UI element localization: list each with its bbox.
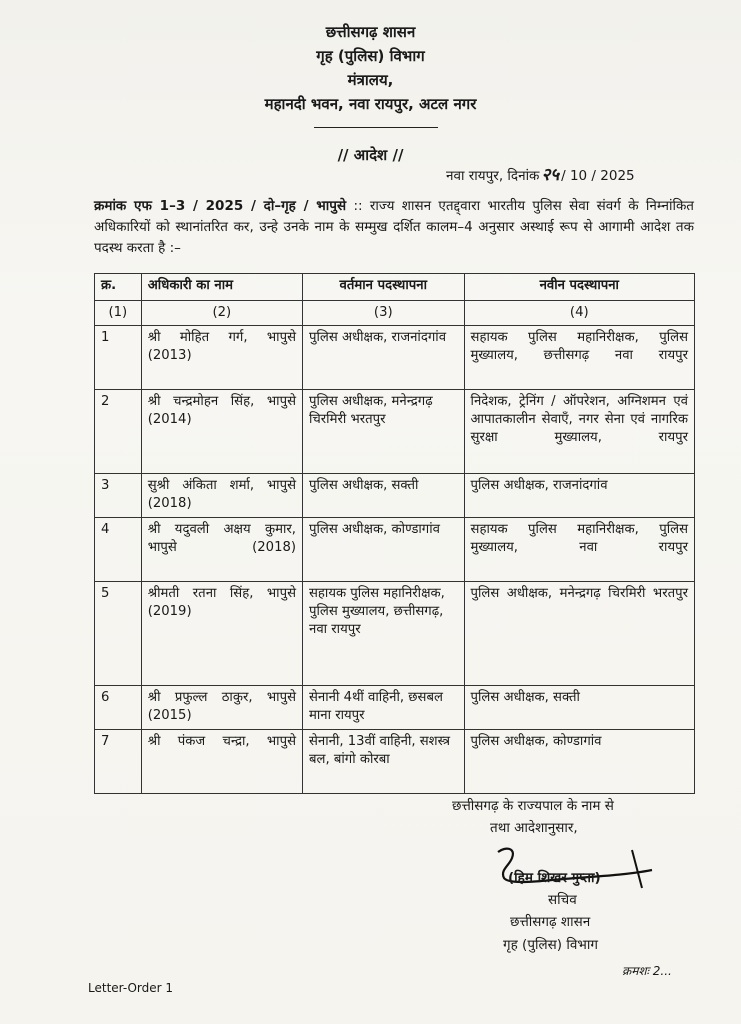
row-officer-name: श्रीमती रतना सिंह, भापुसे (2019) xyxy=(141,582,302,686)
header-new-posting: नवीन पदस्थापना xyxy=(464,274,694,301)
closing-line-2: तथा आदेशानुसार, xyxy=(490,820,578,836)
row-officer-name: सुश्री अंकिता शर्मा, भापुसे (2018) xyxy=(141,474,302,518)
table-row xyxy=(95,730,695,794)
row-sno: 5 xyxy=(95,582,142,686)
header-address: महानदी भवन, नवा रायपुर, अटल नगर xyxy=(264,95,477,113)
intro-paragraph xyxy=(94,196,694,259)
table-header-row xyxy=(95,274,695,301)
row-new-posting: पुलिस अधीक्षक, राजनांदगांव xyxy=(464,474,694,518)
row-sno: 3 xyxy=(95,474,142,518)
table-column-number-row xyxy=(95,301,695,326)
header-government: छत्तीसगढ़ शासन xyxy=(325,23,416,41)
row-sno: 6 xyxy=(95,686,142,730)
row-new-posting: पुलिस अधीक्षक, सक्ती xyxy=(464,686,694,730)
signatory-designation: सचिव xyxy=(548,892,577,908)
row-sno: 1 xyxy=(95,326,142,390)
row-officer-name: श्री मोहित गर्ग, भापुसे (2013) xyxy=(141,326,302,390)
row-new-posting: सहायक पुलिस महानिरीक्षक, पुलिस मुख्यालय, नवा रायपुर xyxy=(464,518,694,582)
footer-letter-order: Letter-Order 1 xyxy=(88,981,174,995)
header-current-posting: वर्तमान पदस्थापना xyxy=(303,274,465,301)
row-new-posting: सहायक पुलिस महानिरीक्षक, पुलिस मुख्यालय, छत्तीसगढ़ नवा रायपुर xyxy=(464,326,694,390)
col-number-4: (4) xyxy=(464,301,694,326)
header-ministry: मंत्रालय, xyxy=(347,71,394,89)
col-number-2: (2) xyxy=(141,301,302,326)
row-officer-name: श्री प्रफुल्ल ठाकुर, भापुसे (2015) xyxy=(141,686,302,730)
row-new-posting: पुलिस अधीक्षक, कोण्डागांव xyxy=(464,730,694,794)
table-row xyxy=(95,390,695,474)
col-number-1: (1) xyxy=(95,301,142,326)
table-row xyxy=(95,326,695,390)
row-sno: 2 xyxy=(95,390,142,474)
row-current-posting: सहायक पुलिस महानिरीक्षक, पुलिस मुख्यालय, छत्तीसगढ़, नवा रायपुर xyxy=(303,582,465,686)
dateline-day: २५ xyxy=(541,165,560,185)
order-reference: क्रमांक एफ 1–3 / 2025 / दो–गृह / भापुसे xyxy=(94,198,347,214)
signatory-government: छत्तीसगढ़ शासन xyxy=(510,914,591,930)
row-new-posting: निदेशक, ट्रेनिंग / ऑपरेशन, अग्निशमन एवं आपातकालीन सेवाएँ, नगर सेना एवं नागरिक सुरक्षा मुख्यालय, रायपुर xyxy=(464,390,694,474)
signatory-department: गृह (पुलिस) विभाग xyxy=(503,937,598,953)
header-department: गृह (पुलिस) विभाग xyxy=(316,47,425,65)
row-officer-name: श्री पंकज चन्द्रा, भापुसे xyxy=(141,730,302,794)
row-officer-name: श्री यदुवली अक्षय कुमार, भापुसे (2018) xyxy=(141,518,302,582)
transfer-table xyxy=(94,273,695,794)
row-officer-name: श्री चन्द्रमोहन सिंह, भापुसे (2014) xyxy=(141,390,302,474)
dateline xyxy=(446,165,635,186)
row-current-posting: पुलिस अधीक्षक, मनेन्द्रगढ़ चिरमिरी भरतपुर xyxy=(303,390,465,474)
row-current-posting: पुलिस अधीक्षक, सक्ती xyxy=(303,474,465,518)
header-divider xyxy=(314,127,438,128)
header-sno: क्र. xyxy=(95,274,142,301)
dateline-month-year: / 10 / 2025 xyxy=(561,168,635,184)
intro-text: :: राज्य शासन एतद्द्वारा भारतीय पुलिस सेवा संवर्ग के निम्नांकित अधिकारियों को स्थानांतरित कर, उन्हे उनके नाम के सम्मुख दर्शित कालम–4 अनुसार अस्थाई रूप से आगामी आदेश तक पदस्थ करता है :– xyxy=(94,198,695,256)
header-name: अधिकारी का नाम xyxy=(141,274,302,301)
order-title: // आदेश // xyxy=(337,146,404,164)
row-sno: 7 xyxy=(95,730,142,794)
dateline-place: नवा रायपुर, दिनांक xyxy=(446,168,540,184)
row-new-posting: पुलिस अधीक्षक, मनेन्द्रगढ़ चिरमिरी भरतपुर xyxy=(464,582,694,686)
signatory-name: (हिम शिखर गुप्ता) xyxy=(508,870,601,886)
table-row xyxy=(95,686,695,730)
table-row xyxy=(95,518,695,582)
row-current-posting: पुलिस अधीक्षक, कोण्डागांव xyxy=(303,518,465,582)
closing-line-1: छत्तीसगढ़ के राज्यपाल के नाम से xyxy=(452,798,614,814)
table-row xyxy=(95,582,695,686)
table-row xyxy=(95,474,695,518)
row-current-posting: पुलिस अधीक्षक, राजनांदगांव xyxy=(303,326,465,390)
row-current-posting: सेनानी 4थीं वाहिनी, छसबल माना रायपुर xyxy=(303,686,465,730)
row-sno: 4 xyxy=(95,518,142,582)
col-number-3: (3) xyxy=(303,301,465,326)
row-current-posting: सेनानी, 13वीं वाहिनी, सशस्त्र बल, बांगो कोरबा xyxy=(303,730,465,794)
footer-continued: क्रमशः 2... xyxy=(622,964,672,978)
